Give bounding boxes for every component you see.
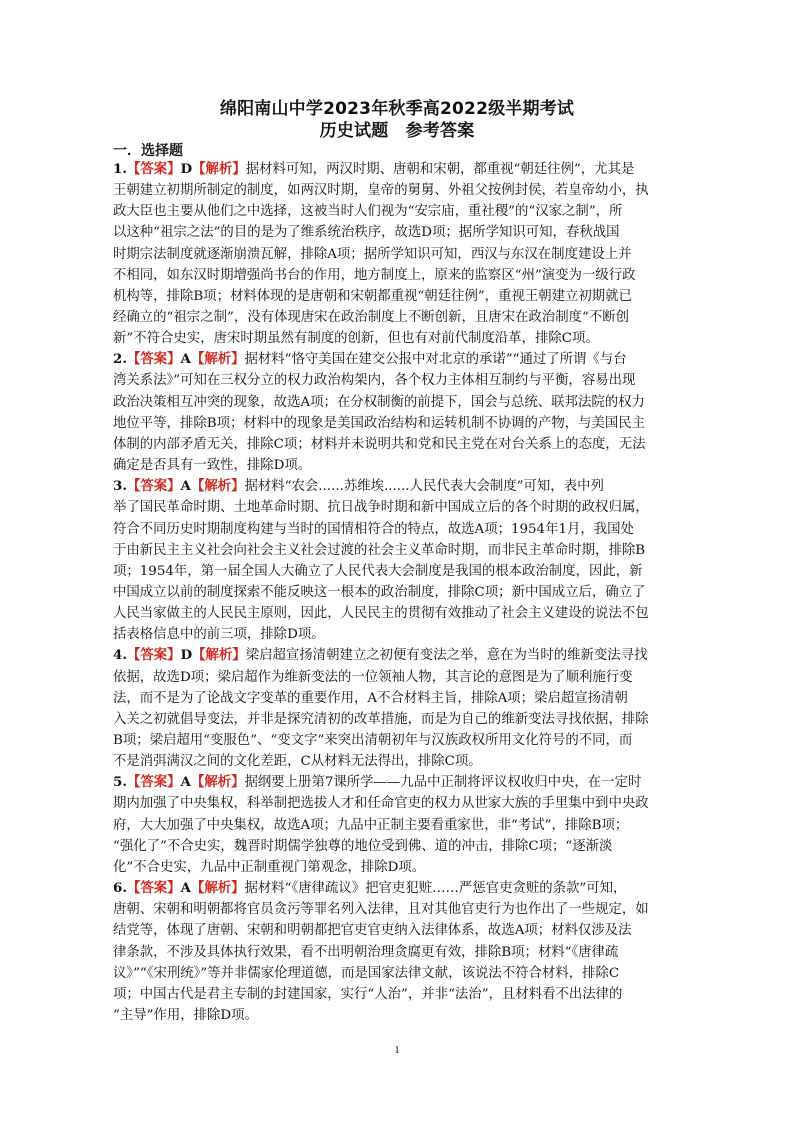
question-block [113, 772, 681, 878]
question-line: 依据，故选D项；梁启超作为维新变法的一位领袖人物，其言论的意图是为了顺利施行变 [113, 669, 633, 685]
answer-label: 【答案】 [126, 478, 181, 495]
question-number: 4. [113, 647, 127, 664]
answer-label: 【答案】 [126, 161, 181, 177]
question-line: 项；中国古代是君主专制的封建国家，实行“人治”，并非“法治”，且材料看不出法律的 [113, 986, 623, 1002]
question-line: “强化了”不合史实，魏晋时期儒学独尊的地位受到佛、道的冲击，排除C项；“逐渐淡 [113, 838, 613, 854]
analysis-label: 【解析】 [192, 161, 246, 177]
question-number: 5. [113, 774, 127, 791]
question-line: “主导”作用，排除D项。 [113, 1007, 258, 1023]
analysis-text: 据材料“农会......苏维埃......人民代表大会制度”可知，表中列 [244, 479, 604, 495]
question-block [113, 878, 681, 1026]
analysis-text: 梁启超宣扬清朝建立之初便有变法之举，意在为当时的维新变法寻找 [245, 648, 648, 664]
question-number: 2. [113, 351, 127, 368]
question-line: 政治决策相互冲突的现象，故选A项；在分权制衡的前提下，国会与总统、联邦法院的权力 [113, 394, 645, 410]
question-line: 政大臣也主要从他们之中选择，这被当时人们视为“安宗庙，重社稷”的“汉家之制”，所 [113, 204, 623, 220]
analysis-label: 【解析】 [190, 351, 245, 368]
question-line: 以这种“祖宗之法”的目的是为了维系统治秩序，故选D项；据所学知识可知，春秋战国 [113, 225, 620, 241]
answer-letter: A [180, 478, 191, 495]
question-line: 体制的内部矛盾无关，排除C项；材料并未说明共和党和民主党在对台关系上的态度，无法 [113, 436, 646, 452]
question-number: 1. [113, 161, 127, 177]
question-line: 不是消弭满汉之间的文化差距，C从材料无法得出，排除C项。 [113, 754, 482, 770]
question-number: 3. [113, 478, 127, 495]
question-line [113, 772, 681, 793]
exam-title: 绵阳南山中学2023年秋季高2022级半期考试 [219, 99, 575, 119]
section-heading: 一．选择题 [113, 143, 183, 159]
analysis-label: 【解析】 [190, 880, 245, 897]
question-line: 经确立的“祖宗之制”，没有体现唐宋在政治制度上不断创新，且唐宋在政治制度“不断创 [113, 310, 629, 326]
question-block [113, 159, 681, 349]
question-line: 机构等，排除B项；材料体现的是唐朝和宋朝都重视“朝廷往例”，重视王朝建立初期就已 [113, 288, 632, 304]
page-number: 1 [394, 1044, 400, 1056]
question-line: 项；1954年，第一届全国人大确立了人民代表大会制度是我国的根本政治制度，因此，新 [113, 563, 643, 579]
analysis-label: 【解析】 [190, 478, 245, 495]
answer-letter: D [180, 161, 193, 177]
question-line: 确定是否具有一致性，排除D项。 [113, 458, 312, 474]
question-line: 期内加强了中央集权，科举制把选拔人才和任命官吏的权力从世家大族的手里集中到中央政 [113, 796, 649, 812]
analysis-text: 据材料“《唐律疏议》把官吏犯赃……严惩官吏贪赃的条款”可知， [244, 881, 627, 897]
analysis-label: 【解析】 [190, 774, 245, 791]
question-block [113, 349, 681, 476]
question-number: 6. [113, 880, 127, 897]
question-block [113, 645, 681, 772]
question-line: 新”不符合史实，唐宋时期虽然有制度的创新，但也有对前代制度沿革，排除C项。 [113, 331, 599, 347]
question-line [113, 878, 681, 899]
question-line: 议》”“《宋刑统》”等并非儒家伦理道德，而是国家法律文献，该说法不符合材料，排除C [113, 965, 620, 981]
question-line: 律条款，不涉及具体执行效果，看不出明朝治理贪腐更有效，排除B项；材料“《唐律疏 [113, 944, 619, 960]
question-line: 中国成立以前的制度探索不能反映这一根本的政治制度，排除C项；新中国成立后，确立了 [113, 585, 646, 600]
question-line: 唐朝、宋朝和明朝都将官员贪污等罪名列入法律，且对其他官吏行为也作出了一些规定，如 [113, 902, 649, 918]
answer-key-subtitle: 历史试题 参考答案 [319, 121, 475, 141]
analysis-text: 据纲要上册第7课所学——九品中正制将评议权收归中央，在一定时 [244, 775, 642, 791]
answer-letter: D [180, 647, 193, 664]
question-line: B项；梁启超用“变服色”、“变文字”来突出清朝初年与汉族政权所用文化符号的不同，而 [113, 733, 633, 749]
answer-label: 【答案】 [126, 647, 181, 664]
question-line: 时期宗法制度就逐渐崩溃瓦解，排除A项；据所学知识可知，西汉与东汉在制度建设上并 [113, 246, 632, 262]
answer-letter: A [180, 774, 191, 791]
question-line: 入关之初就倡导变法，并非是探究清初的改革措施，而是为自己的维新变法寻找依据，排除 [113, 711, 649, 727]
question-line: 举了国民革命时期、土地革命时期、抗日战争时期和新中国成立后的各个时期的政权归属， [113, 500, 649, 516]
question-line: 于由新民主主义社会向社会主义社会过渡的社会主义革命时期，而非民主革命时期，排除B [113, 542, 646, 558]
question-line [113, 159, 681, 180]
question-line: 地位平等，排除B项；材料中的现象是美国政治结构和运转机制不协调的产物，与美国民主 [113, 415, 646, 431]
analysis-label: 【解析】 [192, 647, 246, 664]
question-line: 化”不合史实，九品中正制重视门第观念，排除D项。 [113, 859, 426, 875]
question-line: 括表格信息中的前三项，排除D项。 [113, 627, 325, 643]
question-line: 人民当家做主的人民民主原则，因此，人民民主的贯彻有效推动了社会主义建设的说法不包 [113, 606, 649, 622]
question-line [113, 476, 681, 497]
answer-label: 【答案】 [126, 880, 181, 897]
question-line: 不相同，如东汉时期增强尚书台的作用，地方制度上，原来的监察区“州”演变为一级行政 [113, 267, 636, 283]
question-block [113, 476, 681, 645]
question-line: 结党等，体现了唐朝、宋朝和明朝都把官吏官吏纳入法律体系，故选A项；材料仅涉及法 [113, 923, 632, 939]
question-line [113, 645, 681, 666]
answer-letter: A [180, 880, 191, 897]
question-line: 府，大大加强了中央集权，故选A项；九品中正制主要看重家世，非“考试”，排除B项； [113, 817, 629, 833]
question-line: 符合不同历史时期制度构建与当时的国情相符合的特点，故选A项；1954年1月，我国处 [113, 521, 634, 537]
question-line: 王朝建立初期所制定的制度，如两汉时期，皇帝的舅舅、外祖父按例封侯，若皇帝幼小，执 [113, 183, 649, 199]
answer-label: 【答案】 [126, 351, 181, 368]
answer-letter: A [180, 351, 191, 368]
answer-label: 【答案】 [126, 774, 181, 791]
analysis-text: 据材料“恪守美国在建交公报中对北京的承诺”“通过了所谓《与台 [244, 352, 627, 368]
analysis-text: 据材料可知，两汉时期、唐朝和宋朝，都重视“朝廷往例”，尤其是 [245, 162, 635, 177]
question-line: 湾关系法》”可知在三权分立的权力政治构架内，各个权力主体相互制约与平衡，容易出现 [113, 373, 636, 389]
question-line: 法，而不是为了论战文字变革的重要作用，A不合材料主旨，排除A项；梁启超宣扬清朝 [113, 690, 628, 706]
question-line [113, 349, 681, 370]
